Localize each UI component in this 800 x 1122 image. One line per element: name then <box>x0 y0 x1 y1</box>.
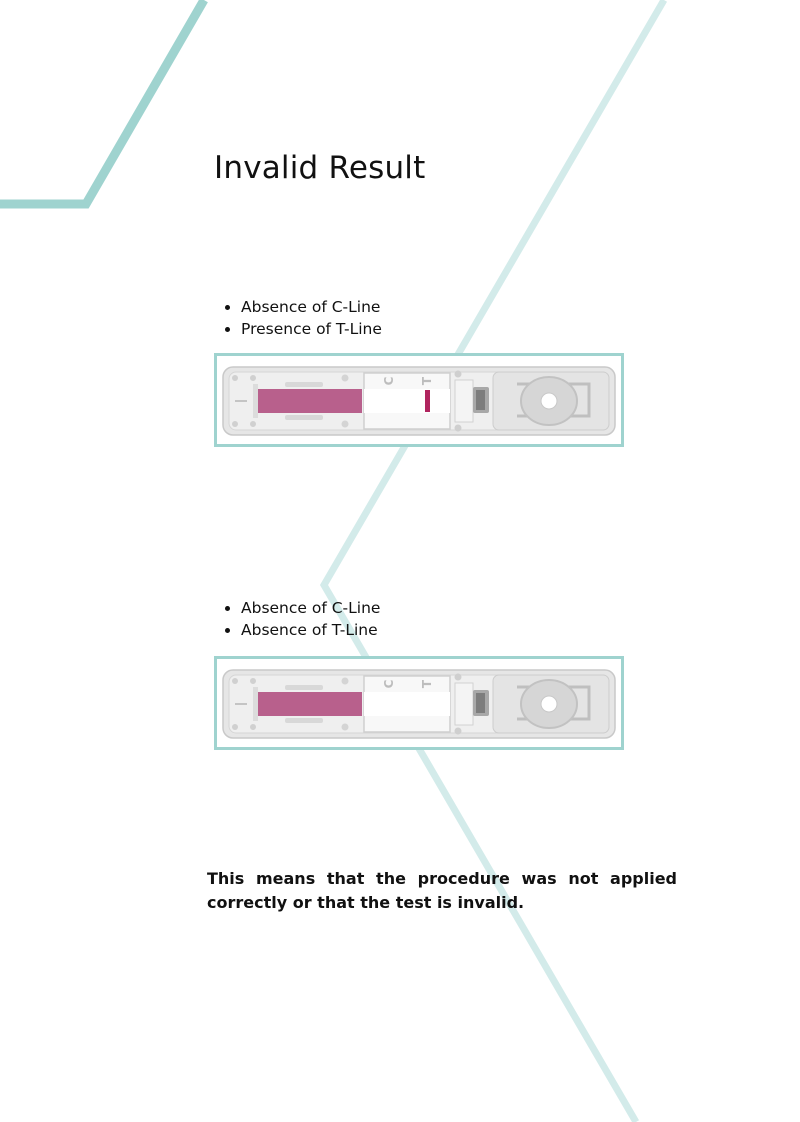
list-item: • Absence of C-Line <box>241 297 382 319</box>
case-1-bullet-list <box>222 297 382 340</box>
page-title: Invalid Result <box>214 150 426 186</box>
sample-pad <box>258 692 362 716</box>
control-label: C <box>382 376 396 386</box>
corner-accent-line <box>0 0 204 204</box>
list-item: • Absence of C-Line <box>241 598 380 620</box>
test-device-figure-1 <box>214 353 624 447</box>
conclusion-text: This means that the procedure was not applied correctly or that the test is invalid. <box>207 869 677 912</box>
test-device-figure-2 <box>214 656 624 750</box>
sample-pad <box>258 389 362 413</box>
list-item: • Presence of T-Line <box>241 319 382 341</box>
test-label: T <box>420 376 434 386</box>
test-label: T <box>420 679 434 689</box>
test-cassette-illustration <box>217 659 621 747</box>
control-label: C <box>382 679 396 689</box>
t-line <box>425 390 430 412</box>
case-2-bullet-list <box>222 598 380 641</box>
list-item: • Absence of T-Line <box>241 620 380 642</box>
test-cassette-illustration <box>217 356 621 444</box>
